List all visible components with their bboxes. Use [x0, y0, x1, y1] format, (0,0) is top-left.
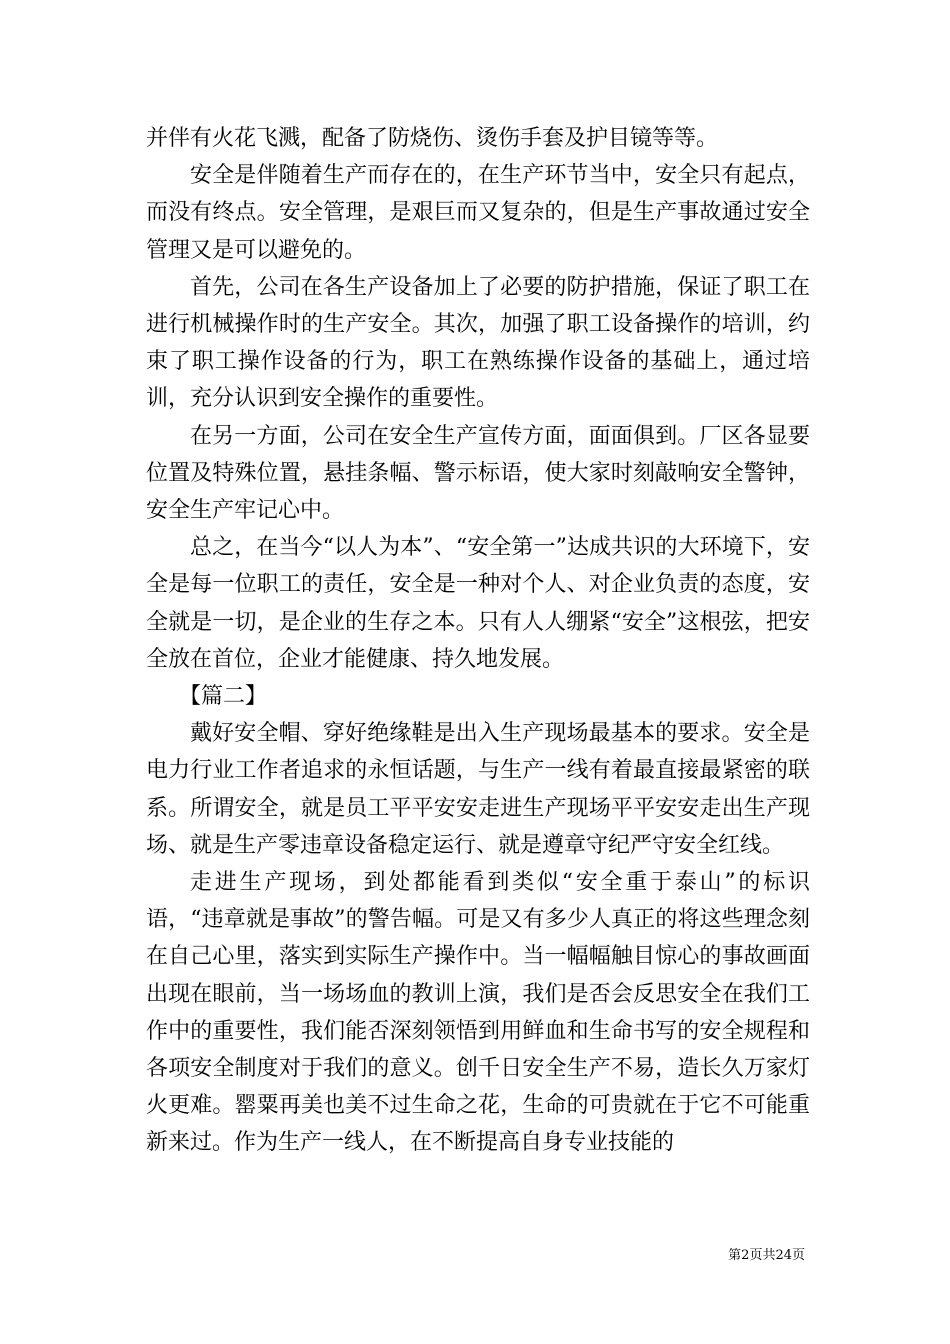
document-body	[146, 120, 810, 1162]
paragraph-conclusion: 总之，在当今“以人为本”、“安全第一”达成共识的大环境下，安全是每一位职工的责任，安全是一种对个人、对企业负责的态度，安全就是一切，是企业的生存之本。只有人人绷紧“安全”这根弦，把安全放在首位，企业才能健康、持久地发展。	[146, 535, 810, 672]
paragraph-safety-intro: 安全是伴随着生产而存在的，在生产环节当中，安全只有起点，而没有终点。安全管理，是艰巨而又复杂的，但是生产事故通过安全管理又是可以避免的。	[146, 163, 810, 263]
paragraph-safety-gear: 戴好安全帽、穿好绝缘鞋是出入生产现场最基本的要求。安全是电力行业工作者追求的永恒话题，与生产一线有着最直接最紧密的联系。所谓安全，就是员工平平安安走进生产现场平平安安走出生产现场、就是生产零违章设备稳定运行、就是遵章守纪严守安全红线。	[146, 721, 810, 858]
paragraph-production-site: 走进生产现场，到处都能看到类似“安全重于泰山”的标识语，“违章就是事故”的警告幅。可是又有多少人真正的将这些理念刻在自己心里，落实到实际生产操作中。当一幅幅触目惊心的事故画面出现在眼前，当一场场血的教训上演，我们是否会反思安全在我们工作中的重要性，我们能否深刻领悟到用鲜血和生命书写的安全规程和各项安全制度对于我们的意义。创千日安全生产不易，造长久万家灯火更难。罂粟再美也美不过生命之花，生命的可贵就在于它不可能重新来过。作为生产一线人，在不断提高自身专业技能的	[146, 870, 810, 1156]
paragraph-continuation: 并伴有火花飞溅，配备了防烧伤、烫伤手套及护目镜等等。	[146, 126, 719, 151]
section-heading: 【篇二】	[179, 684, 268, 710]
page-number: 第2页共24页	[728, 1248, 805, 1263]
paragraph-safety-promotion: 在另一方面，公司在安全生产宣传方面，面面俱到。厂区各显要位置及特殊位置，悬挂条幅、警示标语，使大家时刻敲响安全警钟，安全生产牢记心中。	[146, 423, 810, 524]
paragraph-protective-measures: 首先，公司在各生产设备加上了必要的防护措施，保证了职工在进行机械操作时的生产安全。其次，加强了职工设备操作的培训，约束了职工操作设备的行为，职工在熟练操作设备的基础上，通过培训，充分认识到安全操作的重要性。	[146, 274, 810, 412]
